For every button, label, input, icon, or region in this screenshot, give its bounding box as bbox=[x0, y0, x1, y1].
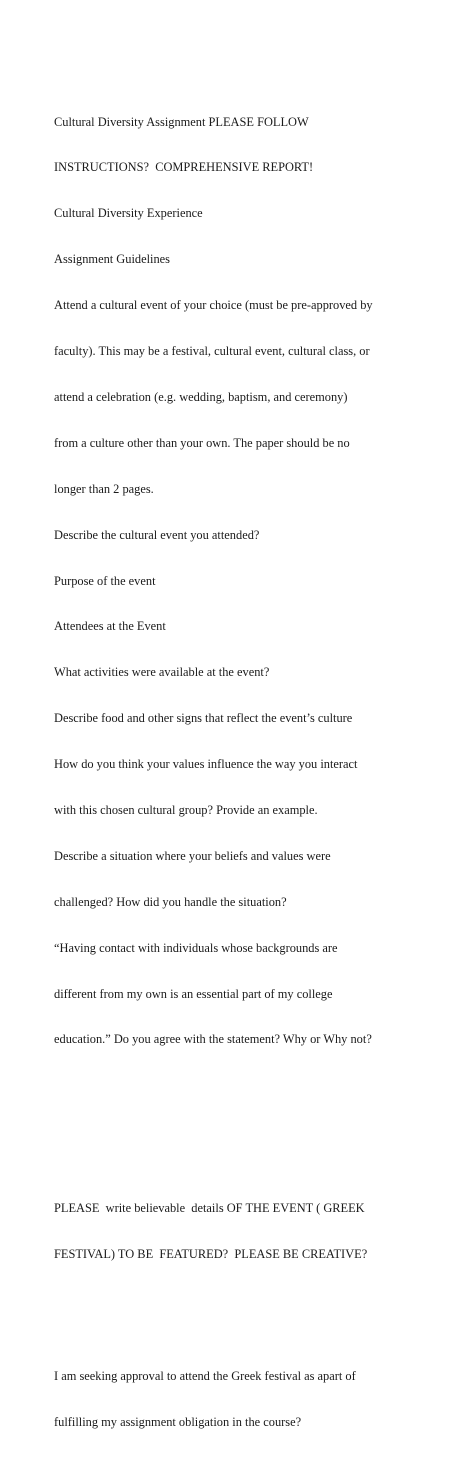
question-line: Describe a situation where your beliefs and values were bbox=[54, 848, 331, 863]
question-line: Describe food and other signs that reflect the event’s culture bbox=[54, 711, 353, 726]
blank-line bbox=[54, 1139, 414, 1154]
question-line: Attendees at the Event bbox=[54, 619, 166, 634]
question-line: What activities were available at the event? bbox=[54, 665, 270, 680]
quote-line: “Having contact with individuals whose backgrounds are bbox=[54, 940, 338, 955]
blank-line bbox=[54, 1308, 414, 1323]
question-line: Purpose of the event bbox=[54, 573, 156, 588]
title-line-1: Cultural Diversity Assignment PLEASE FOLLOW bbox=[54, 114, 309, 129]
question-line: challenged? How did you handle the situation? bbox=[54, 894, 287, 909]
body-line: faculty). This may be a festival, cultural event, cultural class, or bbox=[54, 344, 370, 359]
quote-line: different from my own is an essential part of my college bbox=[54, 986, 333, 1001]
quote-line: education.” Do you agree with the statement? Why or Why not? bbox=[54, 1032, 372, 1047]
guidelines-heading: Assignment Guidelines bbox=[54, 252, 170, 267]
request-line: PLEASE write believable details OF THE EVENT ( GREEK bbox=[54, 1200, 365, 1215]
approval-line: I am seeking approval to attend the Greek festival as apart of bbox=[54, 1368, 356, 1383]
body-line: longer than 2 pages. bbox=[54, 481, 154, 496]
body-line: from a culture other than your own. The paper should be no bbox=[54, 435, 350, 450]
blank-line bbox=[54, 1094, 414, 1109]
body-line: attend a celebration (e.g. wedding, baptism, and ceremony) bbox=[54, 389, 348, 404]
body-line: Attend a cultural event of your choice (must be pre-approved by bbox=[54, 298, 373, 313]
request-line: FESTIVAL) TO BE FEATURED? PLEASE BE CREATIVE? bbox=[54, 1246, 368, 1261]
question-line: Describe the cultural event you attended? bbox=[54, 527, 260, 542]
subtitle-line: Cultural Diversity Experience bbox=[54, 206, 203, 221]
question-line: How do you think your values influence the way you interact bbox=[54, 757, 358, 772]
question-line: with this chosen cultural group? Provide an example. bbox=[54, 802, 318, 817]
approval-line: fulfilling my assignment obligation in the course? bbox=[54, 1414, 302, 1429]
title-line-2: INSTRUCTIONS? COMPREHENSIVE REPORT! bbox=[54, 160, 314, 175]
document-body bbox=[54, 84, 414, 1461]
